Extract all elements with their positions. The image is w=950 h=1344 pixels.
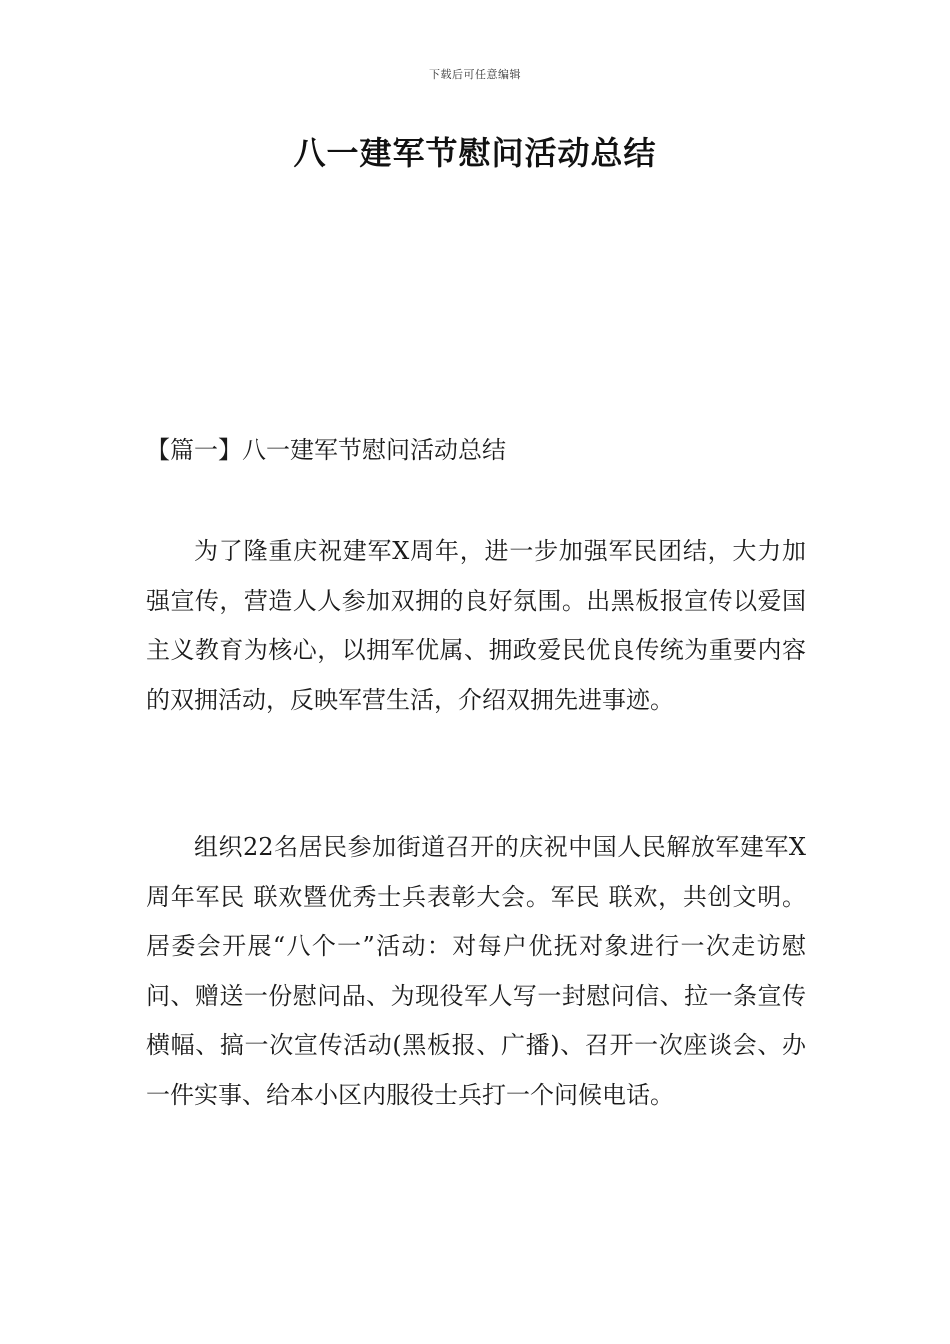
- document-title: 八一建军节慰问活动总结: [293, 134, 657, 172]
- paragraph-2: 组织22名居民参加街道召开的庆祝中国人民解放军建军X周年军民 联欢暨优秀士兵表彰大会。军民 联欢，共创文明。居委会开展“八个一”活动：对每户优抚对象进行一次走访慰问、赠送一份慰问品、为现役军人写一封慰问信、拉一条宣传横幅、搞一次宣传活动(黑板报、广播)、召开一次座谈会、办一件实事、给本小区内服役士兵打一个问候电话。: [146, 833, 806, 1109]
- paragraph-1: 为了隆重庆祝建军X周年，进一步加强军民团结，大力加强宣传，营造人人参加双拥的良好氛围。出黑板报宣传以爱国主义教育为核心，以拥军优属、拥政爱民优良传统为重要内容的双拥活动，反映军营生活，介绍双拥先进事迹。: [146, 537, 806, 714]
- section-heading: 【篇一】八一建军节慰问活动总结: [146, 436, 506, 464]
- header-note: 下载后可任意编辑: [429, 68, 521, 81]
